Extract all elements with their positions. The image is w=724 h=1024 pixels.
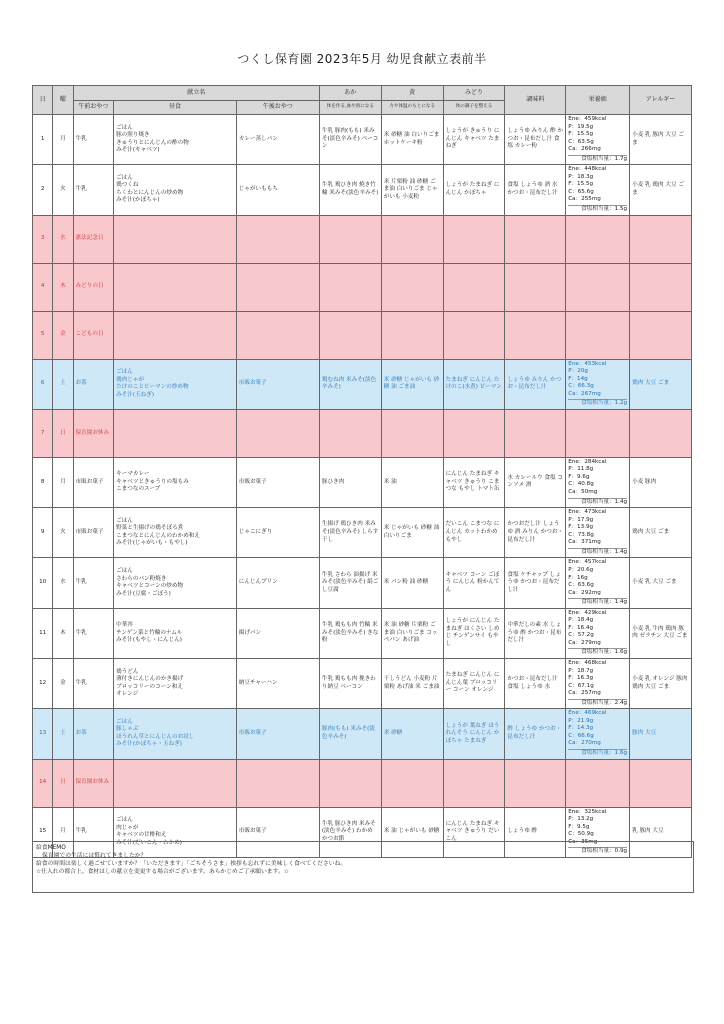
lunch-item: さわらのパン粉焼き xyxy=(116,575,167,582)
lunch-menu xyxy=(114,709,237,759)
header-pm-snack: 午後おやつ xyxy=(236,101,319,115)
nutrition-line: Ene：468kcal xyxy=(568,659,607,666)
day-number: 13 xyxy=(33,709,53,759)
memo-title: 給食MEMO xyxy=(36,845,66,851)
day-number: 9 xyxy=(33,508,53,558)
nutrition-line: C：73.8g xyxy=(568,531,594,538)
header-nutrition: 栄養価 xyxy=(566,86,630,115)
nutrition-values xyxy=(566,215,630,263)
nutrition-line: P：20.6g xyxy=(568,566,594,573)
yellow-ingredients: 米 油 砂糖 片栗粉 ごま油 白いりごま コッペパン あげ油 xyxy=(381,608,443,658)
pm-snack xyxy=(236,409,319,457)
lunch-item: ほうれん草とにんじんのお浸し xyxy=(116,733,195,740)
yellow-ingredients: 干しうどん 小麦粉 片栗粉 あげ油 米 ごま油 xyxy=(381,658,443,708)
seasoning: しょうゆ 酢 xyxy=(505,807,566,857)
lunch-menu xyxy=(114,409,237,457)
nutrition-values xyxy=(566,759,630,807)
nutrition-line: F：16.4g xyxy=(568,624,594,631)
red-ingredients: 牛乳 豚ひき肉 米みそ(淡色辛みそ) わかめ かつお節 xyxy=(319,807,381,857)
weekday: 火 xyxy=(53,508,73,558)
lunch-item: ブロッコリーのコーン和え xyxy=(116,683,183,690)
header-green: みどり xyxy=(443,86,505,101)
yellow-ingredients xyxy=(381,215,443,263)
lunch-item: みそ汁(豆腐・ごぼう) xyxy=(116,590,171,597)
weekday: 土 xyxy=(53,359,73,409)
lunch-menu xyxy=(114,658,237,708)
nutrition-line: Ene：429kcal xyxy=(568,609,607,616)
lunch-item: ごはん xyxy=(116,718,133,725)
nutrition-line: Ene：325kcal xyxy=(568,808,607,815)
nutrition-line: Ca：266mg xyxy=(568,146,601,153)
allergy: 小麦 豚肉 xyxy=(630,457,692,507)
page-title: つくし保育園 2023年5月 幼児食献立表前半 xyxy=(237,52,487,66)
nutrition-line: Ene：448kcal xyxy=(568,166,607,173)
lunch-item: こまつなのスープ xyxy=(116,486,161,493)
memo-line: ☆仕入れの都合上、食材ほしの献立を変更する場合がございます。あらかじめご了承願います。☆ xyxy=(36,869,289,876)
day-number: 15 xyxy=(33,807,53,857)
salt-amount: 食塩相当量：1.7g xyxy=(568,155,627,164)
seasoning: 食塩 ケチャップ しょうゆ かつお・昆布だし汁 xyxy=(505,558,566,608)
pm-snack: 揚げパン xyxy=(236,608,319,658)
lunch-item: キーマカレー xyxy=(116,471,150,478)
lunch-item: ごはん xyxy=(116,174,133,181)
green-ingredients: たまねぎ にんじん にんじん葉 ブロッコリー コーン オレンジ xyxy=(443,658,505,708)
allergy: 鶏肉 大豆 ごま xyxy=(630,359,692,409)
lunch-menu xyxy=(114,558,237,608)
allergy xyxy=(630,759,692,807)
green-ingredients: しょうが 葉ねぎ ほうれんそう にんじん かぼちゃ たまねぎ xyxy=(443,709,505,759)
pm-snack: 市販お菓子 xyxy=(236,807,319,857)
yellow-ingredients xyxy=(381,409,443,457)
nutrition-line: F：9.6g xyxy=(568,473,590,480)
lunch-item: 豚しゃぶ xyxy=(116,726,139,733)
weekday: 木 xyxy=(53,263,73,311)
nutrition-values xyxy=(566,263,630,311)
nutrition-line: Ene：469kcal xyxy=(568,710,607,717)
red-ingredients xyxy=(319,215,381,263)
green-ingredients xyxy=(443,409,505,457)
nutrition-line: C：66.3g xyxy=(568,383,594,390)
table-row xyxy=(33,658,692,708)
am-snack: 市販お菓子 xyxy=(73,508,114,558)
nutrition-line: P：19.5g xyxy=(568,123,594,130)
green-ingredients: しょうが にんじん たまねぎ はくさい しめじ チンゲンサイ もやし xyxy=(443,608,505,658)
header-yellow: 黄 xyxy=(381,86,443,101)
salt-amount: 食塩相当量：1.5g xyxy=(568,205,627,214)
holiday-note: 保育園お休み xyxy=(73,759,114,807)
red-ingredients: 豚ひき肉 xyxy=(319,457,381,507)
lunch-item: 肉じゃが xyxy=(116,824,139,831)
lunch-menu xyxy=(114,759,237,807)
am-snack: 牛乳 xyxy=(73,115,114,165)
lunch-item: たけのことピーマンの炒め物 xyxy=(116,384,189,391)
day-number: 6 xyxy=(33,359,53,409)
nutrition-line: C：50.9g xyxy=(568,831,594,838)
am-snack: 牛乳 xyxy=(73,558,114,608)
nutrition-line: F：16.3g xyxy=(568,675,594,682)
lunch-item: みそ汁(だいこん・わかめ) xyxy=(116,839,182,846)
header-lunch: 昼食 xyxy=(114,101,237,115)
nutrition-line: Ene：473kcal xyxy=(568,509,607,516)
nutrition-line: F：14.3g xyxy=(568,725,594,732)
table-row xyxy=(33,457,692,507)
lunch-item: キャベツの甘酢和え xyxy=(116,832,167,839)
red-ingredients: 牛乳 鶏もも肉 挽きわり納豆 ベーコン xyxy=(319,658,381,708)
allergy: 小麦 乳 牛肉 鶏肉 豚肉 ゼラチン 大豆 ごま xyxy=(630,608,692,658)
am-snack: お茶 xyxy=(73,709,114,759)
pm-snack: じゃがいももち xyxy=(236,165,319,215)
table-row xyxy=(33,263,692,311)
yellow-ingredients xyxy=(381,311,443,359)
table-row xyxy=(33,165,692,215)
lunch-item: ごはん xyxy=(116,567,133,574)
nutrition-line: C：65.6g xyxy=(568,188,594,195)
lunch-item: ごはん xyxy=(116,817,133,824)
seasoning: しょうゆ みりん 酢 かつお・昆布だし汁 食塩 カレー粉 xyxy=(505,115,566,165)
day-number: 14 xyxy=(33,759,53,807)
lunch-item: きゅうりとにんじんの酢の物 xyxy=(116,139,189,146)
table-row xyxy=(33,558,692,608)
weekday: 日 xyxy=(53,409,73,457)
nutrition-line: P：18.7g xyxy=(568,667,594,674)
lunch-item: キャベツとコーンの炒め物 xyxy=(116,583,184,590)
lunch-item: チンゲン菜と竹輪のナムル xyxy=(116,629,183,636)
nutrition-line: Ca：257mg xyxy=(568,690,601,697)
nutrition-line: C：67.1g xyxy=(568,682,594,689)
nutrition-values xyxy=(566,709,630,759)
lunch-item: キャベツときゅうりの塩もみ xyxy=(116,478,189,485)
nutrition-line: Ca：267mg xyxy=(568,390,601,397)
day-number: 1 xyxy=(33,115,53,165)
pm-snack: 市販お菓子 xyxy=(236,359,319,409)
day-number: 5 xyxy=(33,311,53,359)
allergy: 小麦 乳 大豆 ごま xyxy=(630,558,692,608)
red-ingredients: 牛乳 豚肉(もも) 米みそ(淡色辛みそ) ベーコン xyxy=(319,115,381,165)
table-row xyxy=(33,608,692,658)
salt-amount: 食塩相当量：1.6g xyxy=(568,648,627,657)
pm-snack: 市販お菓子 xyxy=(236,457,319,507)
yellow-ingredients xyxy=(381,263,443,311)
green-ingredients: しょうが たまねぎ にんじん かぼちゃ xyxy=(443,165,505,215)
red-ingredients: 生揚げ 鶏ひき肉 米みそ(淡色辛みそ) しらす干し xyxy=(319,508,381,558)
lunch-menu xyxy=(114,215,237,263)
weekday: 金 xyxy=(53,311,73,359)
weekday: 火 xyxy=(53,165,73,215)
table-row xyxy=(33,508,692,558)
seasoning xyxy=(505,263,566,311)
header-weekday: 曜 xyxy=(53,86,73,115)
day-number: 4 xyxy=(33,263,53,311)
am-snack: 牛乳 xyxy=(73,807,114,857)
nutrition-line: Ca：270mg xyxy=(568,740,601,747)
seasoning xyxy=(505,409,566,457)
table-row xyxy=(33,759,692,807)
nutrition-line: Ca：292mg xyxy=(568,589,601,596)
lunch-item: みそ汁(かぼちゃ) xyxy=(116,197,160,204)
nutrition-values xyxy=(566,457,630,507)
nutrition-line: P：11.8g xyxy=(568,466,594,473)
weekday: 月 xyxy=(53,807,73,857)
holiday-note: こどもの日 xyxy=(73,311,114,359)
lunch-item: みそ汁(もやし・にんじん) xyxy=(116,637,182,644)
pm-snack: カレー蒸しパン xyxy=(236,115,319,165)
holiday-note: 保育園お休み xyxy=(73,409,114,457)
green-ingredients: にんじん たまねぎ キャベツ きゅうり だいこん xyxy=(443,807,505,857)
weekday: 月 xyxy=(53,457,73,507)
allergy xyxy=(630,409,692,457)
seasoning: かつお・昆布だし汁 食塩 しょうゆ 水 xyxy=(505,658,566,708)
am-snack: お茶 xyxy=(73,359,114,409)
table-row xyxy=(33,311,692,359)
header-red: あか xyxy=(319,86,381,101)
allergy: 小麦 乳 オレンジ 豚肉 鶏肉 大豆 ごま xyxy=(630,658,692,708)
nutrition-values xyxy=(566,508,630,558)
seasoning xyxy=(505,215,566,263)
day-number: 10 xyxy=(33,558,53,608)
day-number: 7 xyxy=(33,409,53,457)
allergy: 小麦 乳 豚肉 大豆 ごま xyxy=(630,115,692,165)
pm-snack: 納豆チャーハン xyxy=(236,658,319,708)
red-ingredients xyxy=(319,263,381,311)
green-ingredients: キャベツ コーン ごぼう にんじん 粉かんてん xyxy=(443,558,505,608)
salt-amount: 食塩相当量：1.2g xyxy=(568,399,627,408)
header-menu-group: 献立名 xyxy=(73,86,319,101)
pm-snack: にんじんプリン xyxy=(236,558,319,608)
nutrition-values xyxy=(566,359,630,409)
allergy: 乳 豚肉 大豆 xyxy=(630,807,692,857)
nutrition-line: F：15.5g xyxy=(568,181,594,188)
yellow-ingredients: 米 油 xyxy=(381,457,443,507)
weekday: 月 xyxy=(53,115,73,165)
weekday: 水 xyxy=(53,558,73,608)
table-row xyxy=(33,359,692,409)
nutrition-line: P：13.2g xyxy=(568,816,594,823)
memo-line: 給食の時間は楽しく過ごせていますか？「いただきます」「ごちそうさま」挨拶も忘れずに美味しく食べてくださいね。 xyxy=(36,861,347,868)
lunch-item: ごはん xyxy=(116,124,133,131)
day-number: 11 xyxy=(33,608,53,658)
green-ingredients: たまねぎ にんじん たけのこ(水煮) ピーマン xyxy=(443,359,505,409)
lunch-menu xyxy=(114,457,237,507)
table-row xyxy=(33,115,692,165)
allergy: 鶏肉 大豆 ごま xyxy=(630,508,692,558)
am-snack: 牛乳 xyxy=(73,658,114,708)
table-row xyxy=(33,409,692,457)
pm-snack xyxy=(236,311,319,359)
red-ingredients: 牛乳 鶏ひき肉 焼き竹輪 米みそ(淡色辛みそ) xyxy=(319,165,381,215)
header-red-sub: 体を作る,血や肉になる xyxy=(319,101,381,115)
pm-snack xyxy=(236,759,319,807)
lunch-item: 中華丼 xyxy=(116,622,133,628)
seasoning: しょうゆ みりん かつお・昆布だし汁 xyxy=(505,359,566,409)
nutrition-line: F：15.5g xyxy=(568,131,594,138)
lunch-item: こまつなとにんじんのわかめ和え xyxy=(116,532,200,539)
nutrition-values xyxy=(566,658,630,708)
nutrition-values xyxy=(566,115,630,165)
lunch-item: 薄付きにんじんのかき揚げ xyxy=(116,676,184,683)
nutrition-line: Ene：459kcal xyxy=(568,116,607,122)
allergy xyxy=(630,215,692,263)
lunch-item: みそ汁(キャベツ) xyxy=(116,147,160,154)
nutrition-line: Ca：50mg xyxy=(568,489,598,496)
nutrition-line: C：40.8g xyxy=(568,481,594,488)
lunch-item: ごはん xyxy=(116,517,133,524)
nutrition-line: P：20g xyxy=(568,368,588,375)
salt-amount: 食塩相当量：1.4g xyxy=(568,498,627,507)
pm-snack xyxy=(236,263,319,311)
lunch-item: 豚の照り焼き xyxy=(116,132,150,139)
pm-snack xyxy=(236,215,319,263)
nutrition-line: C：57.2g xyxy=(568,632,594,639)
nutrition-values xyxy=(566,409,630,457)
allergy xyxy=(630,311,692,359)
day-number: 3 xyxy=(33,215,53,263)
green-ingredients xyxy=(443,263,505,311)
nutrition-line: Ene：453kcal xyxy=(568,360,607,367)
salt-amount: 食塩相当量：1.6g xyxy=(568,749,627,758)
lunch-menu xyxy=(114,608,237,658)
nutrition-values xyxy=(566,311,630,359)
lunch-item: 鶏肉じゃが xyxy=(116,376,145,383)
salt-amount: 食塩相当量：1.4g xyxy=(568,548,627,557)
lunch-menu xyxy=(114,263,237,311)
yellow-ingredients: 米 油 じゃがいも 砂糖 xyxy=(381,807,443,857)
nutrition-line: Ene：457kcal xyxy=(568,559,607,566)
lunch-item: 鶏つくね xyxy=(116,182,139,189)
day-number: 12 xyxy=(33,658,53,708)
seasoning xyxy=(505,311,566,359)
memo-line: 保育園での生活には慣れてきましたか？ xyxy=(42,853,147,860)
nutrition-line: Ene：284kcal xyxy=(568,458,607,465)
holiday-note: 憲法記念日 xyxy=(73,215,114,263)
red-ingredients xyxy=(319,311,381,359)
nutrition-line: F：9.5g xyxy=(568,823,590,830)
nutrition-values xyxy=(566,165,630,215)
lunch-item: 野菜と生揚げの鶏そぼろ煮 xyxy=(116,525,184,532)
seasoning xyxy=(505,759,566,807)
nutrition-line: C：63.5g xyxy=(568,138,594,145)
allergy: 豚肉 大豆 xyxy=(630,709,692,759)
header-green-sub: 体の調子を整える xyxy=(443,101,505,115)
nutrition-line: P：21.9g xyxy=(568,717,594,724)
weekday: 土 xyxy=(53,709,73,759)
nutrition-line: F：13.9g xyxy=(568,524,594,531)
yellow-ingredients xyxy=(381,759,443,807)
lunch-item: ちくわとにんじんの炒め物 xyxy=(116,189,184,196)
menu-table xyxy=(32,85,692,858)
day-number: 2 xyxy=(33,165,53,215)
yellow-ingredients: 米 砂糖 じゃがいも 砂糖 油 ごま油 xyxy=(381,359,443,409)
green-ingredients: にんじん たまねぎ キャベツ きゅうり こまつな もやし トマト缶 xyxy=(443,457,505,507)
lunch-item: みそ汁(じゃがいも・もやし) xyxy=(116,540,188,547)
yellow-ingredients: 米 パン粉 油 砂糖 xyxy=(381,558,443,608)
red-ingredients xyxy=(319,759,381,807)
lunch-item: ごはん xyxy=(116,369,133,376)
red-ingredients xyxy=(319,409,381,457)
yellow-ingredients: 米 砂糖 油 白いりごま ホットケーキ粉 xyxy=(381,115,443,165)
table-row xyxy=(33,709,692,759)
nutrition-values xyxy=(566,558,630,608)
seasoning: 酢 しょうゆ かつお・昆布だし汁 xyxy=(505,709,566,759)
seasoning: 水 カレールウ 食塩 コンソメ 酒 xyxy=(505,457,566,507)
allergy: 小麦 乳 鶏肉 大豆 ごま xyxy=(630,165,692,215)
green-ingredients: だいこん こまつな にんじん カットわかめ もやし xyxy=(443,508,505,558)
pm-snack: 市販お菓子 xyxy=(236,709,319,759)
red-ingredients: 牛乳 さわら 油揚げ 米みそ(淡色辛みそ) 絹ごし豆腐 xyxy=(319,558,381,608)
nutrition-line: C：63.6g xyxy=(568,582,594,589)
seasoning: かつおだし汁 しょうゆ 酒 みりん かつお・昆布だし汁 xyxy=(505,508,566,558)
lunch-menu xyxy=(114,508,237,558)
green-ingredients: しょうが きゅうり にんじん キャベツ たまねぎ xyxy=(443,115,505,165)
header-seasoning: 調味料 xyxy=(505,86,566,115)
menu-table-body xyxy=(33,115,692,858)
nutrition-line: Ca：255mg xyxy=(568,196,601,203)
am-snack: 牛乳 xyxy=(73,608,114,658)
salt-amount: 食塩相当量：2.4g xyxy=(568,699,627,708)
memo-box xyxy=(32,838,694,893)
seasoning: 中華だしの素 水 しょうゆ 酢 かつお・昆布だし汁 xyxy=(505,608,566,658)
red-ingredients: 豚肉(もも) 米みそ(淡色辛みそ) xyxy=(319,709,381,759)
red-ingredients: 鶏むね肉 米みそ(淡色辛みそ) xyxy=(319,359,381,409)
lunch-item: みそ汁(玉ねぎ) xyxy=(116,391,155,398)
green-ingredients xyxy=(443,311,505,359)
header-yellow-sub: 力や体温のもとになる xyxy=(381,101,443,115)
header-am-snack: 午前おやつ xyxy=(73,101,114,115)
am-snack: 市販お菓子 xyxy=(73,457,114,507)
nutrition-line: Ca：279mg xyxy=(568,639,601,646)
lunch-menu xyxy=(114,165,237,215)
weekday: 木 xyxy=(53,608,73,658)
weekday: 金 xyxy=(53,658,73,708)
nutrition-line: P：18.3g xyxy=(568,173,594,180)
yellow-ingredients: 米 砂糖 xyxy=(381,709,443,759)
green-ingredients xyxy=(443,759,505,807)
nutrition-line: C：66.6g xyxy=(568,732,594,739)
table-row xyxy=(33,215,692,263)
pm-snack: じゃこにぎり xyxy=(236,508,319,558)
nutrition-line: F：14g xyxy=(568,375,588,382)
lunch-item: オレンジ xyxy=(116,691,139,698)
weekday: 水 xyxy=(53,215,73,263)
salt-amount: 食塩相当量：1.4g xyxy=(568,598,627,607)
lunch-item: 鶏うどん xyxy=(116,668,139,675)
header-allergy: アレルギー xyxy=(630,86,692,115)
day-number: 8 xyxy=(33,457,53,507)
nutrition-line: P：17.9g xyxy=(568,516,594,523)
nutrition-line: Ca：371mg xyxy=(568,539,601,546)
holiday-note: みどりの日 xyxy=(73,263,114,311)
lunch-menu xyxy=(114,359,237,409)
nutrition-line: F：16g xyxy=(568,574,588,581)
header-day: 日 xyxy=(33,86,53,115)
lunch-menu xyxy=(114,115,237,165)
nutrition-line: P：18.4g xyxy=(568,617,594,624)
yellow-ingredients: 米 片栗粉 油 砂糖 ごま油 白いりごま じゃがいも 小麦粉 xyxy=(381,165,443,215)
am-snack: 牛乳 xyxy=(73,165,114,215)
nutrition-line: Ca：35mg xyxy=(568,838,598,845)
yellow-ingredients: 米 じゃがいも 砂糖 油 白いりごま xyxy=(381,508,443,558)
salt-amount: 食塩相当量：0.9g xyxy=(568,847,627,856)
weekday: 日 xyxy=(53,759,73,807)
lunch-menu xyxy=(114,311,237,359)
seasoning: 食塩 しょうゆ 酒 水 かつお・昆布だし汁 xyxy=(505,165,566,215)
red-ingredients: 牛乳 鶏もも肉 竹輪 米みそ(淡色辛みそ) きな粉 xyxy=(319,608,381,658)
allergy xyxy=(630,263,692,311)
lunch-item: みそ汁(かぼちゃ・玉ねぎ) xyxy=(116,741,182,748)
nutrition-values xyxy=(566,608,630,658)
green-ingredients xyxy=(443,215,505,263)
